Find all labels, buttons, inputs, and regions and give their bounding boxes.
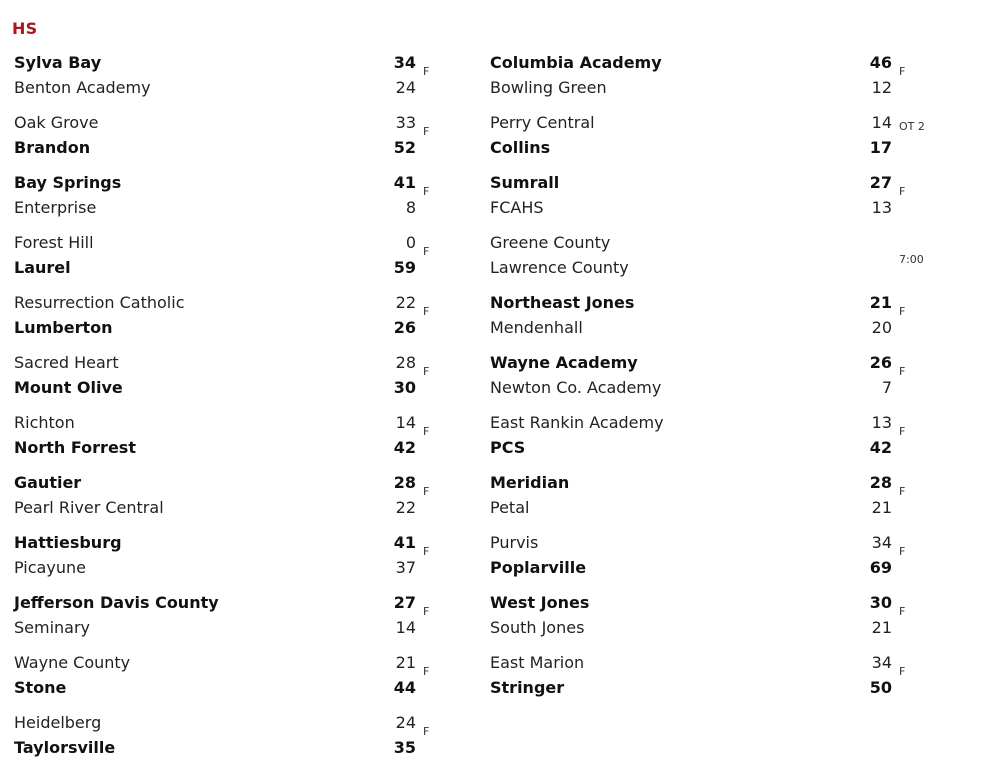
game-scorebox[interactable] (14, 410, 454, 470)
team-score: 24 (395, 78, 416, 97)
team-row-top (14, 710, 454, 735)
game-status: F (423, 125, 430, 138)
team-score: 12 (871, 78, 892, 97)
team-name[interactable]: South Jones (490, 618, 585, 637)
team-score: 0 (405, 233, 416, 252)
team-name[interactable]: Purvis (490, 533, 539, 552)
team-name[interactable]: Picayune (14, 558, 86, 577)
team-row-top (14, 50, 454, 75)
game-status: F (899, 545, 906, 558)
scores-column-left (14, 50, 454, 770)
game-scorebox[interactable] (490, 470, 930, 530)
team-row-bottom (490, 615, 930, 640)
team-score: 21 (871, 498, 892, 517)
team-name[interactable]: Heidelberg (14, 713, 102, 732)
team-name[interactable]: Richton (14, 413, 75, 432)
team-row-bottom (14, 135, 454, 160)
team-name[interactable]: East Marion (490, 653, 585, 672)
team-row-bottom (14, 435, 454, 460)
team-score: 21 (871, 618, 892, 637)
team-name[interactable]: Bay Springs (14, 173, 122, 192)
team-row-bottom (490, 375, 930, 400)
team-name[interactable]: Lumberton (14, 318, 113, 337)
team-row-top (490, 650, 930, 675)
team-score: 44 (393, 678, 416, 697)
game-scorebox[interactable] (14, 170, 454, 230)
game-scorebox[interactable] (490, 170, 930, 230)
team-name[interactable]: Stringer (490, 678, 565, 697)
team-row-top (14, 290, 454, 315)
team-row-bottom (490, 195, 930, 220)
team-name[interactable]: Resurrection Catholic (14, 293, 185, 312)
team-score: 21 (395, 653, 416, 672)
game-status: F (899, 65, 906, 78)
game-scorebox[interactable] (14, 50, 454, 110)
team-row-bottom (14, 195, 454, 220)
team-row-bottom (490, 75, 930, 100)
team-row-top (490, 590, 930, 615)
team-score: 8 (405, 198, 416, 217)
team-name[interactable]: FCAHS (490, 198, 544, 217)
team-score: 27 (869, 173, 892, 192)
team-score: 26 (869, 353, 892, 372)
team-score: 22 (395, 293, 416, 312)
team-row-top (14, 530, 454, 555)
team-name[interactable]: Hattiesburg (14, 533, 122, 552)
game-scorebox[interactable] (14, 590, 454, 650)
team-score: 50 (869, 678, 892, 697)
team-name[interactable]: Mount Olive (14, 378, 123, 397)
team-score: 14 (395, 618, 416, 637)
section-heading: HS (12, 19, 38, 38)
team-name[interactable]: Petal (490, 498, 530, 517)
team-name[interactable]: Meridian (490, 473, 570, 492)
team-score: 52 (393, 138, 416, 157)
team-name[interactable]: Sacred Heart (14, 353, 119, 372)
team-row-top (490, 110, 930, 135)
team-name[interactable]: Seminary (14, 618, 91, 637)
game-scorebox[interactable] (490, 650, 930, 710)
game-status: F (899, 365, 906, 378)
team-row-bottom (490, 495, 930, 520)
team-score: 69 (869, 558, 892, 577)
game-status: F (423, 365, 430, 378)
game-status: F (899, 185, 906, 198)
game-status: F (899, 425, 906, 438)
team-name[interactable]: Columbia Academy (490, 53, 662, 72)
team-name[interactable]: Newton Co. Academy (490, 378, 662, 397)
team-row-top (14, 590, 454, 615)
team-row-top (490, 50, 930, 75)
team-row-bottom (14, 495, 454, 520)
game-scorebox[interactable] (14, 110, 454, 170)
game-status: F (423, 605, 430, 618)
team-row-bottom (14, 255, 454, 280)
team-row-top (14, 410, 454, 435)
team-row-bottom (490, 255, 930, 280)
team-row-top (490, 170, 930, 195)
team-score: 41 (393, 533, 416, 552)
team-row-top (14, 110, 454, 135)
team-score: 22 (395, 498, 416, 517)
team-row-bottom (490, 675, 930, 700)
team-score: 35 (393, 738, 416, 757)
team-name[interactable]: North Forrest (14, 438, 136, 457)
team-name[interactable]: Forest Hill (14, 233, 94, 252)
team-row-bottom (14, 375, 454, 400)
game-scorebox[interactable] (14, 650, 454, 710)
team-row-bottom (490, 315, 930, 340)
team-score: 33 (395, 113, 416, 132)
team-name[interactable]: Gautier (14, 473, 82, 492)
team-score: 26 (393, 318, 416, 337)
game-status: F (423, 425, 430, 438)
team-row-bottom (490, 435, 930, 460)
team-row-top (490, 290, 930, 315)
game-status: OT 2 (899, 120, 925, 133)
team-name[interactable]: PCS (490, 438, 526, 457)
team-score: 27 (393, 593, 416, 612)
game-status: F (899, 605, 906, 618)
game-status: 7:00 (899, 253, 924, 266)
team-score: 42 (869, 438, 892, 457)
team-name[interactable]: Jefferson Davis County (14, 593, 219, 612)
team-row-bottom (14, 555, 454, 580)
team-name[interactable]: Collins (490, 138, 551, 157)
team-score: 13 (871, 413, 892, 432)
team-score: 46 (869, 53, 892, 72)
game-scorebox[interactable] (490, 590, 930, 650)
game-scorebox[interactable] (14, 470, 454, 530)
game-status: F (423, 665, 430, 678)
team-name[interactable]: Sumrall (490, 173, 560, 192)
team-score: 41 (393, 173, 416, 192)
team-score: 21 (869, 293, 892, 312)
team-name[interactable]: Wayne Academy (490, 353, 638, 372)
team-name[interactable]: Bowling Green (490, 78, 607, 97)
game-status: F (423, 65, 430, 78)
team-name[interactable]: Taylorsville (14, 738, 116, 757)
team-row-top (14, 650, 454, 675)
team-name[interactable]: Sylva Bay (14, 53, 102, 72)
team-row-top (490, 410, 930, 435)
team-row-top (490, 350, 930, 375)
game-status: F (899, 485, 906, 498)
team-score: 34 (871, 653, 892, 672)
game-scorebox[interactable] (490, 110, 930, 170)
team-row-top (14, 170, 454, 195)
game-scorebox[interactable] (490, 530, 930, 590)
team-name[interactable]: East Rankin Academy (490, 413, 664, 432)
team-score: 42 (393, 438, 416, 457)
team-score: 14 (395, 413, 416, 432)
game-status: F (899, 305, 906, 318)
game-scorebox[interactable] (14, 530, 454, 590)
team-row-top (14, 470, 454, 495)
team-score: 34 (393, 53, 416, 72)
team-score: 24 (395, 713, 416, 732)
team-name[interactable]: Mendenhall (490, 318, 583, 337)
team-name[interactable]: Laurel (14, 258, 71, 277)
team-row-top (490, 530, 930, 555)
team-row-top (490, 230, 930, 255)
game-status: F (423, 305, 430, 318)
team-row-top (14, 230, 454, 255)
team-score: 30 (869, 593, 892, 612)
team-name[interactable]: Greene County (490, 233, 611, 252)
game-scorebox[interactable] (14, 230, 454, 290)
team-row-bottom (14, 675, 454, 700)
team-score: 28 (395, 353, 416, 372)
team-name[interactable]: Oak Grove (14, 113, 99, 132)
game-scorebox[interactable] (14, 710, 454, 770)
team-score: 59 (393, 258, 416, 277)
game-scorebox[interactable] (14, 290, 454, 350)
game-status: F (423, 545, 430, 558)
team-score: 7 (881, 378, 892, 397)
game-scorebox[interactable] (490, 290, 930, 350)
team-score: 13 (871, 198, 892, 217)
game-status: F (423, 245, 430, 258)
team-row-bottom (14, 315, 454, 340)
game-scorebox[interactable] (490, 50, 930, 110)
game-status: F (423, 485, 430, 498)
team-row-bottom (14, 75, 454, 100)
team-name[interactable]: Enterprise (14, 198, 97, 217)
team-row-top (14, 350, 454, 375)
team-score: 20 (871, 318, 892, 337)
game-scorebox[interactable] (490, 410, 930, 470)
team-name[interactable]: Perry Central (490, 113, 595, 132)
team-row-bottom (14, 615, 454, 640)
team-row-bottom (490, 135, 930, 160)
game-scorebox[interactable] (490, 230, 930, 290)
game-status: F (899, 665, 906, 678)
team-score: 37 (395, 558, 416, 577)
team-score: 30 (393, 378, 416, 397)
game-status: F (423, 185, 430, 198)
team-name[interactable]: Northeast Jones (490, 293, 635, 312)
team-name[interactable]: Stone (14, 678, 67, 697)
team-name[interactable]: Poplarville (490, 558, 587, 577)
team-score: 28 (869, 473, 892, 492)
team-name[interactable]: Wayne County (14, 653, 131, 672)
team-score: 28 (393, 473, 416, 492)
team-name[interactable]: Brandon (14, 138, 91, 157)
game-scorebox[interactable] (14, 350, 454, 410)
team-row-top (490, 470, 930, 495)
team-name[interactable]: Lawrence County (490, 258, 629, 277)
team-name[interactable]: West Jones (490, 593, 590, 612)
team-row-bottom (14, 735, 454, 760)
game-status: F (423, 725, 430, 738)
team-name[interactable]: Pearl River Central (14, 498, 164, 517)
team-name[interactable]: Benton Academy (14, 78, 151, 97)
team-score: 14 (871, 113, 892, 132)
team-row-bottom (490, 555, 930, 580)
team-score: 17 (869, 138, 892, 157)
game-scorebox[interactable] (490, 350, 930, 410)
scores-column-right (490, 50, 930, 710)
team-score: 34 (871, 533, 892, 552)
